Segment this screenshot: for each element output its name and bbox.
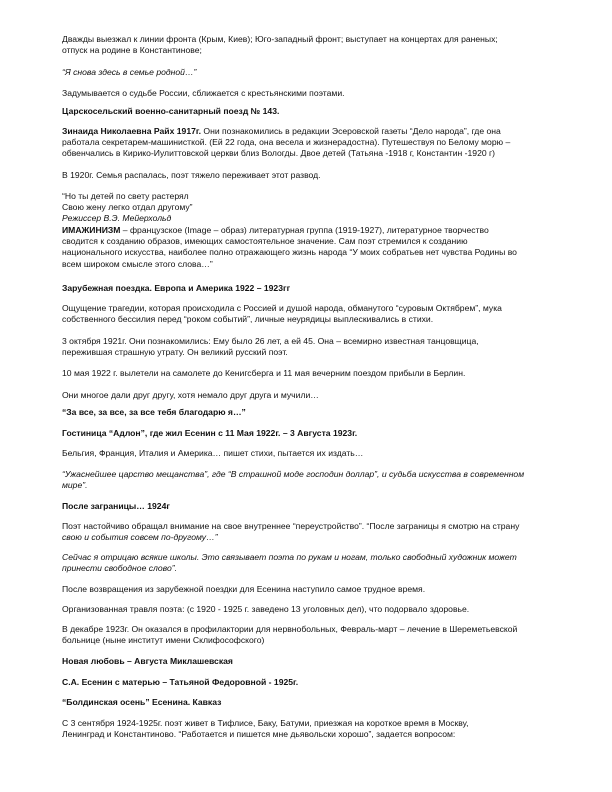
paragraph-front-trips xyxy=(62,34,562,56)
text-line: Поэт настойчиво обращал внимание на свое внутреннее “переустройство”. “После заграницы я смотрю на страну xyxy=(62,521,520,531)
paragraph-family-broke xyxy=(62,170,562,181)
text-fragment: – французское (Image – образ) литературная группа (1919-1927), литературное творчество xyxy=(120,225,489,235)
text-line: “Но ты детей по свету растерял xyxy=(62,191,189,201)
text-line: Сейчас я отрицаю всякие школы. Это связывает поэта по рукам и ногам, только свободный художник может xyxy=(62,552,517,562)
text-line: собственного бессилия перед “роком событий”, личные неурядицы выплескивались в стихи. xyxy=(62,314,434,325)
text-line: “Я снова здесь в семье родной…” xyxy=(62,67,197,77)
text-line: С 3 сентября 1924-1925г. поэт живет в Тифлисе, Баку, Батуми, приезжая на короткое время в Москву, xyxy=(62,718,469,728)
text-line: Новая любовь – Августа Миклашевская xyxy=(62,656,233,666)
quote-philistinism xyxy=(62,469,562,491)
text-line: Организованная травля поэта: (с 1920 - 1925 г. заведено 13 уголовных дел), что подорвало здоровье. xyxy=(62,604,470,614)
text-line: “За все, за все, за все тебя благодарю я…” xyxy=(62,407,246,417)
heading-after-abroad xyxy=(62,501,562,512)
paragraph-gave xyxy=(62,390,562,401)
text-line: национального искусства, наиболее полно отражающего жизнь народа “У моих собратьев нет чувства Родины во xyxy=(62,247,517,258)
text-line: В декабре 1923г. Он оказался в профилактории для нервнобольных, Февраль-март – лечение в Шереметьевской xyxy=(62,624,518,634)
text-line xyxy=(62,126,562,137)
paragraph-tragedy xyxy=(62,303,562,325)
text-fragment: Они познакомились в редакции Эсеровской газеты “Дело народа”, где она xyxy=(201,126,501,136)
text-line: Дважды выезжал к линии фронта (Крым, Киев); Юго-западный фронт; выступает на концертах для раненых; xyxy=(62,34,498,44)
heading-raikh: Зинаида Николаевна Райх 1917г. xyxy=(62,126,201,136)
text-line: сводится к созданию образов, имеющих самостоятельное значение. Сам поэт стремился к созданию xyxy=(62,236,468,247)
paragraph-raikh xyxy=(62,126,562,160)
heading-train xyxy=(62,106,562,117)
paragraph-clinic xyxy=(62,624,562,646)
text-line: Ленинград и Константиново. “Работается и пишется мне дьявольски хорошо”, задается вопросом: xyxy=(62,729,456,740)
text-line: В 1920г. Семья распалась, поэт тяжело переживает этот развод. xyxy=(62,170,321,180)
quote-family xyxy=(62,67,562,78)
text-line: больнице (ныне институт имени Склифософского) xyxy=(62,635,265,646)
paragraph-persecution xyxy=(62,604,562,615)
text-line: Царскосельский военно-санитарный поезд № 143. xyxy=(62,106,280,116)
quote-schools xyxy=(62,552,562,574)
text-line: Свою жену легко отдал другому” xyxy=(62,202,193,213)
text-line: “Ужаснейшее царство мещанства”, где “В страшной моде господин доллар”, и судьба искусства в современном xyxy=(62,469,525,479)
paragraph-countries xyxy=(62,448,562,459)
text-line: отпуск на родине в Константинове; xyxy=(62,45,202,56)
text-line: мире”. xyxy=(62,480,88,491)
text-line: Они многое дали друг другу, хотя немало друг друга и мучили… xyxy=(62,390,319,400)
text-line: пережившая страшную утрату. Он великий русский поэт. xyxy=(62,347,288,358)
text-line: Режиссер В.Э. Мейерхольд xyxy=(62,213,172,224)
text-line: После возвращения из зарубежной поездки для Есенина наступило самое трудное время. xyxy=(62,584,426,594)
heading-boldino xyxy=(62,697,562,708)
text-line: принести свободное слово”. xyxy=(62,563,177,574)
paragraph-caucasus xyxy=(62,718,562,740)
heading-hotel xyxy=(62,428,562,439)
paragraph-met xyxy=(62,336,562,358)
text-line: работала секретарем-машинисткой. (Ей 22 года, она весела и жизнерадостна). Путешествуя по Белому морю – xyxy=(62,137,511,148)
text-line: свою и события совсем по-другому…” xyxy=(62,532,218,543)
text-line: Зарубежная поездка. Европа и Америка 1922 – 1923гг xyxy=(62,283,291,293)
paragraph-imaginism xyxy=(62,225,562,270)
text-line: Задумывается о судьбе России, сближается с крестьянскими поэтами. xyxy=(62,88,345,98)
text-line xyxy=(62,225,562,236)
quote-thanks xyxy=(62,407,562,418)
text-line: Ощущение трагедии, которая происходила с Россией и душой народа, обманутого “суровым Октябрем”, мука xyxy=(62,303,502,313)
heading-mother xyxy=(62,677,562,688)
text-line: Бельгия, Франция, Италия и Америка… пишет стихи, пытается их издать… xyxy=(62,448,364,458)
heading-new-love xyxy=(62,656,562,667)
heading-imaginism: ИМАЖИНИЗМ xyxy=(62,225,121,235)
paragraph-hardest-time xyxy=(62,584,562,595)
paragraph-russia-fate xyxy=(62,88,562,99)
text-line: “Болдинская осень” Есенина. Кавказ xyxy=(62,697,222,707)
text-line: Гостиница “Адлон”, где жил Есенин с 11 Мая 1922г. – 3 Августа 1923г. xyxy=(62,428,358,438)
text-line: С.А. Есенин с матерью – Татьяной Федоровной - 1925г. xyxy=(62,677,299,687)
text-line: всем широком смысле этого слова…” xyxy=(62,258,213,269)
text-line: 3 октября 1921г. Они познакомились: Ему было 26 лет, а ей 45. Она – всемирно известная танцовщица, xyxy=(62,336,479,346)
paragraph-rebuild xyxy=(62,521,562,543)
text-line: 10 мая 1922 г. вылетели на самолете до Кенигсберга и 11 мая вечерним поездом прибыли в Берлин. xyxy=(62,368,466,378)
quote-children xyxy=(62,191,562,225)
text-line: обвенчались в Кирико-Иулиттовской церкви близ Вологды. Двое детей (Татьяна -1918 г, Константин -1920 г) xyxy=(62,148,496,159)
heading-trip-abroad xyxy=(62,283,562,294)
paragraph-flight xyxy=(62,368,562,379)
text-line: После заграницы… 1924г xyxy=(62,501,170,511)
